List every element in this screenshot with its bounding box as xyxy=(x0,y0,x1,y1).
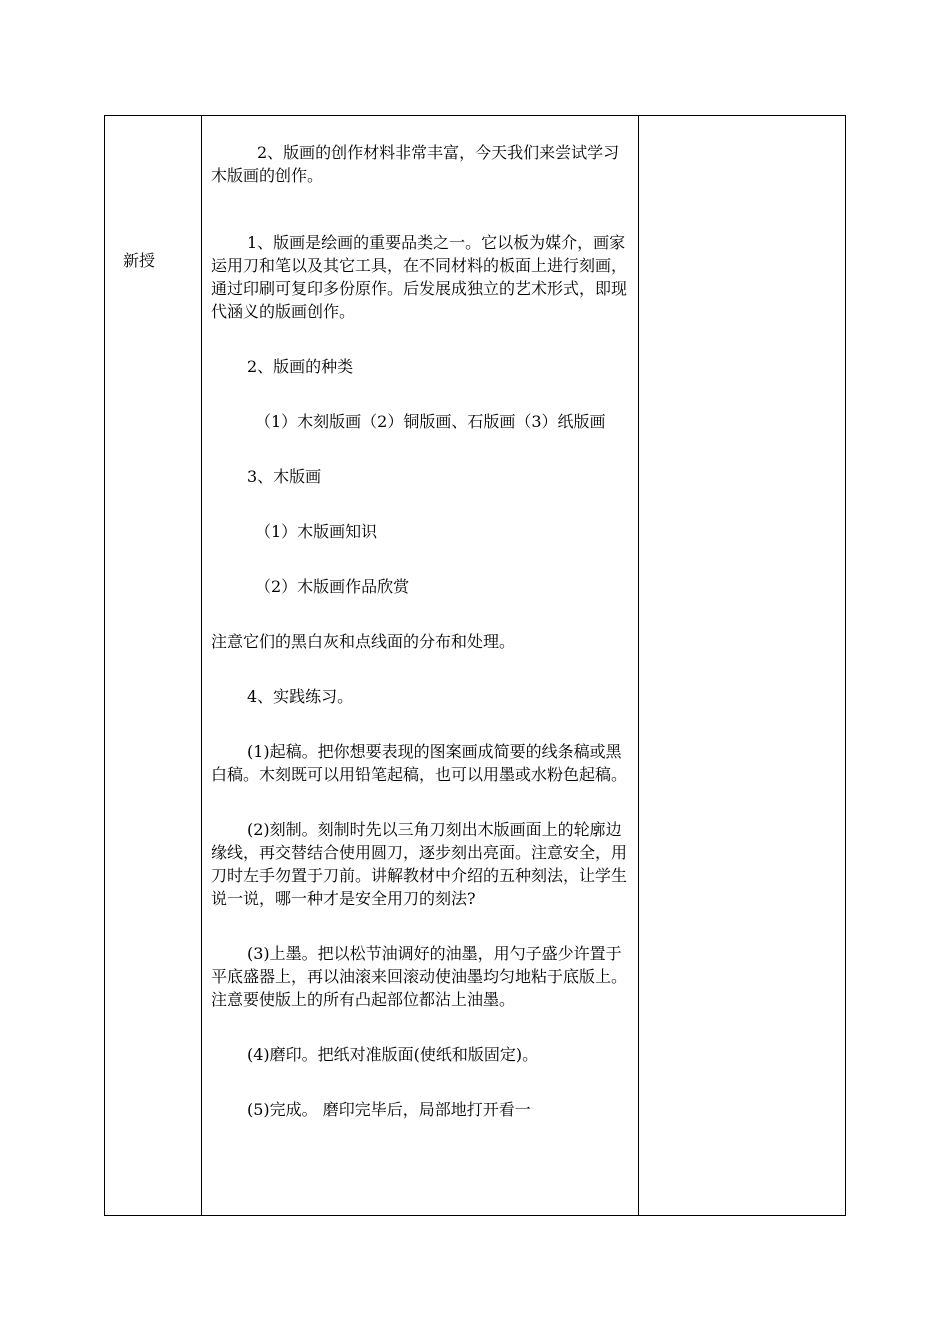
paragraph: (4)磨印。把纸对准版面(使纸和版固定)。 xyxy=(247,1045,539,1064)
paragraph: 2、版画的创作材料非常丰富，今天我们来尝试学习木版画的创作。 xyxy=(211,143,620,185)
paragraph: （1）木刻版画（2）铜版画、石版画（3）纸版画 xyxy=(255,412,606,431)
column-divider-1 xyxy=(201,116,202,1215)
lesson-table xyxy=(104,115,846,1216)
paragraph: 注意它们的黑白灰和点线面的分布和处理。 xyxy=(211,632,516,651)
paragraph: (3)上墨。把以松节油调好的油墨，用勺子盛少许置于平底盛器上，再以油滚来回滚动使油墨均匀地粘于底版上。注意要使版上的所有凸起部位都沾上油墨。 xyxy=(211,944,628,1009)
paragraph: 2、版画的种类 xyxy=(247,357,354,376)
row-label: 新授 xyxy=(123,251,156,270)
paragraph: (2)刻制。刻制时先以三角刀刻出木版画面上的轮廓边缘线，再交替结合使用圆刀，逐步刻出亮面。注意安全，用刀时左手勿置于刀前。讲解教材中介绍的五种刻法，让学生说一说，哪一种才是安全用刀的刻法? xyxy=(211,820,628,908)
paragraph: 1、版画是绘画的重要品类之一。它以板为媒介，画家运用刀和笔以及其它工具，在不同材料的板面上进行刻画，通过印刷可复印多份原作。后发展成独立的艺术形式，即现代涵义的版画创作。 xyxy=(211,233,628,321)
lesson-content xyxy=(211,141,629,1121)
paragraph: （1）木版画知识 xyxy=(255,522,378,541)
paragraph: (5)完成。 磨印完毕后，局部地打开看一 xyxy=(247,1100,531,1119)
paragraph: 3、木版画 xyxy=(247,467,322,486)
column-divider-2 xyxy=(638,116,639,1215)
paragraph: (1)起稿。把你想要表现的图案画成简要的线条稿或黑白稿。木刻既可以用铅笔起稿，也可以用墨或水粉色起稿。 xyxy=(211,742,628,784)
paragraph: 4、实践练习。 xyxy=(247,687,354,706)
paragraph: （2）木版画作品欣赏 xyxy=(255,577,410,596)
